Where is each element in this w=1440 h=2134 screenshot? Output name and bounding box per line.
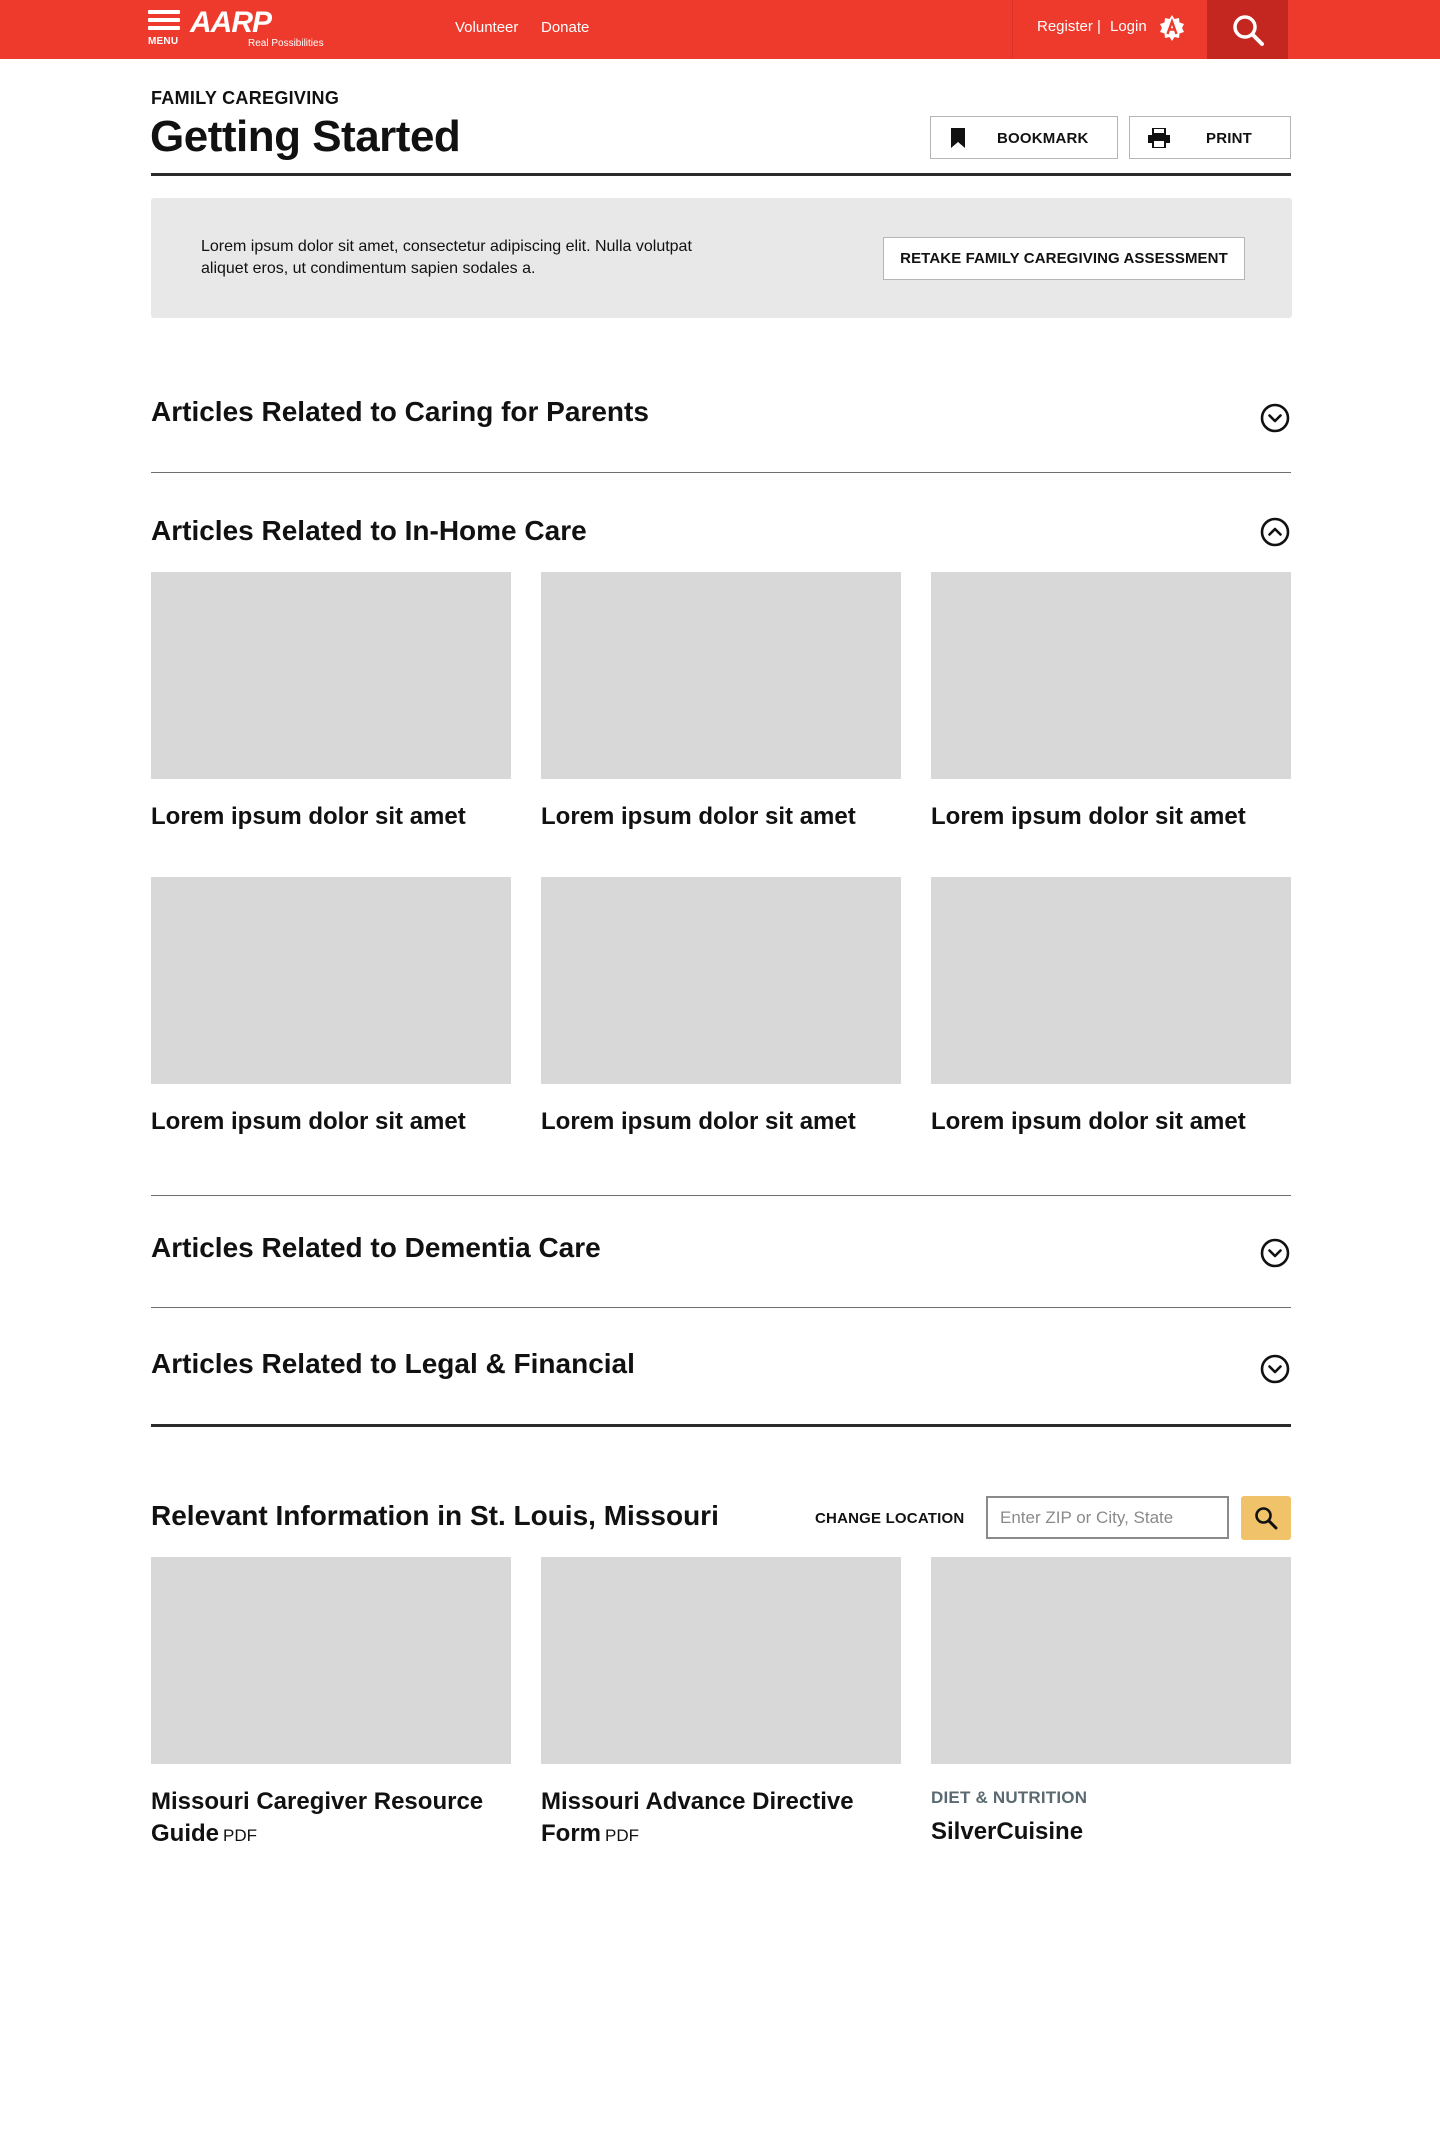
- nav-donate[interactable]: Donate: [541, 19, 590, 36]
- article-card-title[interactable]: Lorem ipsum dolor sit amet: [931, 803, 1246, 830]
- menu-label: MENU: [148, 36, 179, 47]
- logo-brand: AARP: [190, 6, 272, 39]
- print-button[interactable]: [1129, 116, 1291, 159]
- auth-separator: |: [1097, 18, 1101, 35]
- resource-title-advance-directive[interactable]: [541, 1786, 854, 1852]
- chevron-down-circle-icon[interactable]: [1260, 1238, 1290, 1268]
- assessment-banner: [151, 198, 1292, 318]
- accordion-title-legal-financial[interactable]: Articles Related to Legal & Financial: [151, 1348, 635, 1379]
- search-icon: [1254, 1506, 1278, 1530]
- chevron-up-circle-icon[interactable]: [1260, 517, 1290, 547]
- page-title: Getting Started: [150, 112, 461, 161]
- bookmark-label: BOOKMARK: [997, 130, 1089, 147]
- file-format-badge: PDF: [223, 1826, 258, 1845]
- resource-title-caregiver-guide[interactable]: [151, 1786, 483, 1852]
- article-card-title[interactable]: Lorem ipsum dolor sit amet: [151, 803, 466, 830]
- article-card-image[interactable]: [541, 877, 901, 1084]
- article-card-image[interactable]: [931, 877, 1291, 1084]
- bookmark-icon: [949, 128, 967, 148]
- accordion-title-in-home-care[interactable]: Articles Related to In-Home Care: [151, 515, 587, 546]
- chevron-down-circle-icon[interactable]: [1260, 403, 1290, 433]
- resource-title-line1: Missouri Caregiver Resource: [151, 1788, 484, 1815]
- aarp-logo[interactable]: [190, 6, 340, 52]
- local-info-prefix: Relevant Information in: [151, 1500, 470, 1531]
- retake-assessment-label: RETAKE FAMILY CAREGIVING ASSESSMENT: [900, 250, 1228, 267]
- title-divider: [151, 173, 1291, 176]
- location-search-input[interactable]: [986, 1496, 1229, 1539]
- login-link[interactable]: Login: [1110, 18, 1147, 35]
- resource-card-image[interactable]: [541, 1557, 901, 1764]
- article-card-title[interactable]: Lorem ipsum dolor sit amet: [541, 803, 856, 830]
- print-label: PRINT: [1206, 130, 1252, 147]
- aarp-account-icon[interactable]: [1157, 13, 1187, 43]
- local-info-title: [151, 1500, 719, 1532]
- accordion-title-dementia-care[interactable]: Articles Related to Dementia Care: [151, 1232, 601, 1263]
- banner-text: Lorem ipsum dolor sit amet, consectetur adipiscing elit. Nulla volutpat aliquet eros, ut condimentum sapien sodales a.: [201, 238, 692, 277]
- header-search-button[interactable]: [1207, 0, 1288, 59]
- chevron-down-circle-icon[interactable]: [1260, 1354, 1290, 1384]
- search-icon: [1231, 13, 1265, 47]
- accordion-divider: [151, 1307, 1291, 1308]
- resource-kicker: DIET & NUTRITION: [931, 1788, 1088, 1807]
- printer-icon: [1148, 128, 1170, 148]
- nav-volunteer[interactable]: Volunteer: [455, 19, 519, 36]
- article-card-image[interactable]: [151, 877, 511, 1084]
- resource-title-line2: Guide: [151, 1820, 220, 1847]
- resource-card-image[interactable]: [931, 1557, 1291, 1764]
- menu-button[interactable]: [148, 10, 182, 50]
- register-link[interactable]: Register: [1037, 18, 1093, 35]
- location-search-button[interactable]: [1241, 1496, 1291, 1540]
- section-divider: [151, 1424, 1291, 1427]
- article-card-image[interactable]: [931, 572, 1291, 779]
- article-card-title[interactable]: Lorem ipsum dolor sit amet: [931, 1108, 1246, 1135]
- resource-title-silvercuisine[interactable]: SilverCuisine: [931, 1818, 1084, 1845]
- retake-assessment-button[interactable]: [883, 237, 1245, 280]
- article-card-title[interactable]: Lorem ipsum dolor sit amet: [541, 1108, 856, 1135]
- section-eyebrow: FAMILY CAREGIVING: [151, 88, 340, 108]
- accordion-divider: [151, 472, 1291, 473]
- resource-title-line2: Form: [541, 1820, 601, 1847]
- article-card-image[interactable]: [541, 572, 901, 779]
- logo-tagline: Real Possibilities: [248, 38, 324, 49]
- accordion-title-caring-for-parents[interactable]: Articles Related to Caring for Parents: [151, 396, 649, 427]
- auth-area: [1012, 0, 1207, 59]
- accordion-divider: [151, 1195, 1291, 1196]
- resource-title-line1: Missouri Advance Directive: [541, 1788, 854, 1815]
- file-format-badge: PDF: [605, 1826, 639, 1845]
- hamburger-icon: [148, 10, 182, 30]
- article-card-image[interactable]: [151, 572, 511, 779]
- top-header: [0, 0, 1440, 59]
- change-location-label[interactable]: CHANGE LOCATION: [815, 1510, 965, 1527]
- bookmark-button[interactable]: [930, 116, 1118, 159]
- article-card-title[interactable]: Lorem ipsum dolor sit amet: [151, 1108, 466, 1135]
- local-info-location: St. Louis, Missouri: [469, 1500, 719, 1531]
- resource-card-image[interactable]: [151, 1557, 511, 1764]
